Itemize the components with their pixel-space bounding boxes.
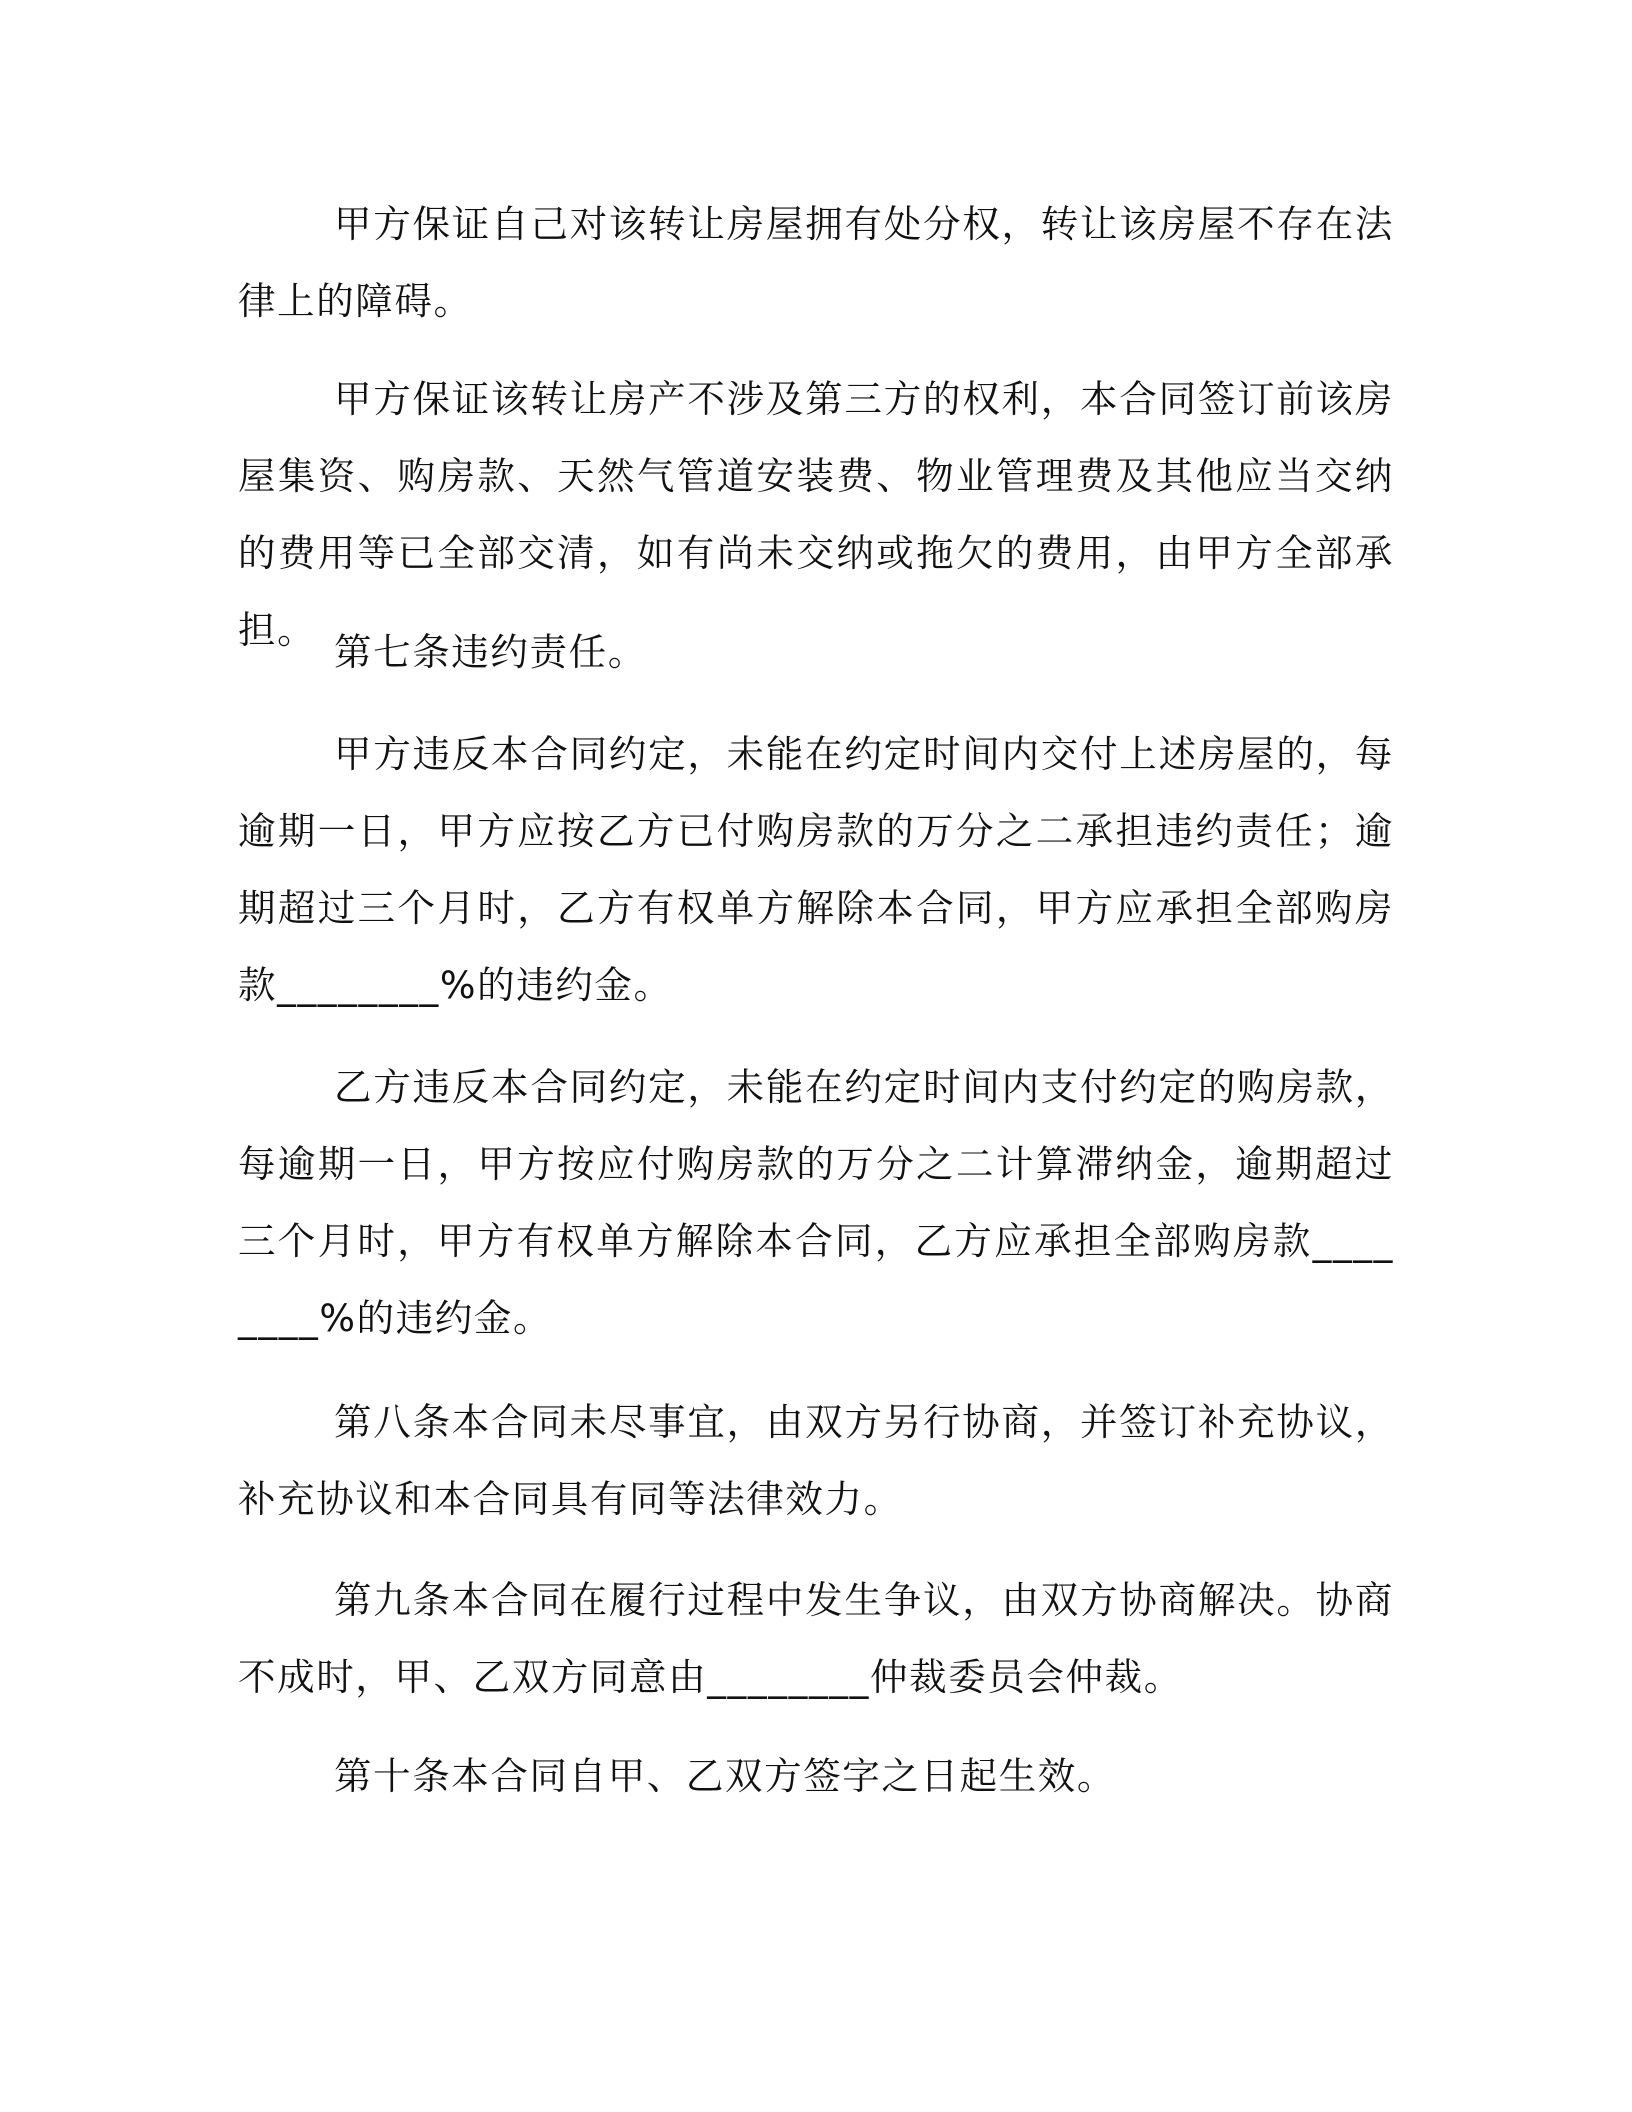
article-9: 第九条本合同在履行过程中发生争议，由双方协商解决。协商不成时，甲、乙双方同意由________仲裁委员会仲裁。	[238, 1578, 1394, 1699]
paragraph-seller-breach: 甲方违反本合同约定，未能在约定时间内交付上述房屋的，每逾期一日，甲方应按乙方已付购房款的万分之二承担违约责任；逾期超过三个月时，乙方有权单方解除本合同，甲方应承担全部购房款________%的违约金。	[238, 732, 1394, 1007]
paragraph-no-third-party-rights: 甲方保证该转让房产不涉及第三方的权利，本合同签订前该房屋集资、购房款、天然气管道安装费、物业管理费及其他应当交纳的费用等已全部交清，如有尚未交纳或拖欠的费用，由甲方全部承担。	[238, 377, 1394, 652]
paragraph-seller-disposal-right: 甲方保证自己对该转让房屋拥有处分权，转让该房屋不存在法律上的障碍。	[238, 202, 1394, 323]
article-8: 第八条本合同未尽事宜，由双方另行协商，并签订补充协议，补充协议和本合同具有同等法律效力。	[238, 1400, 1394, 1521]
paragraph-buyer-breach: 乙方违反本合同约定，未能在约定时间内支付约定的购房款，每逾期一日，甲方按应付购房款的万分之二计算滞纳金，逾期超过三个月时，甲方有权单方解除本合同，乙方应承担全部购房款________%的违约金。	[238, 1065, 1394, 1340]
article-10: 第十条本合同自甲、乙双方签字之日起生效。	[334, 1754, 1116, 1798]
article-7-heading: 第七条违约责任。	[334, 630, 647, 674]
